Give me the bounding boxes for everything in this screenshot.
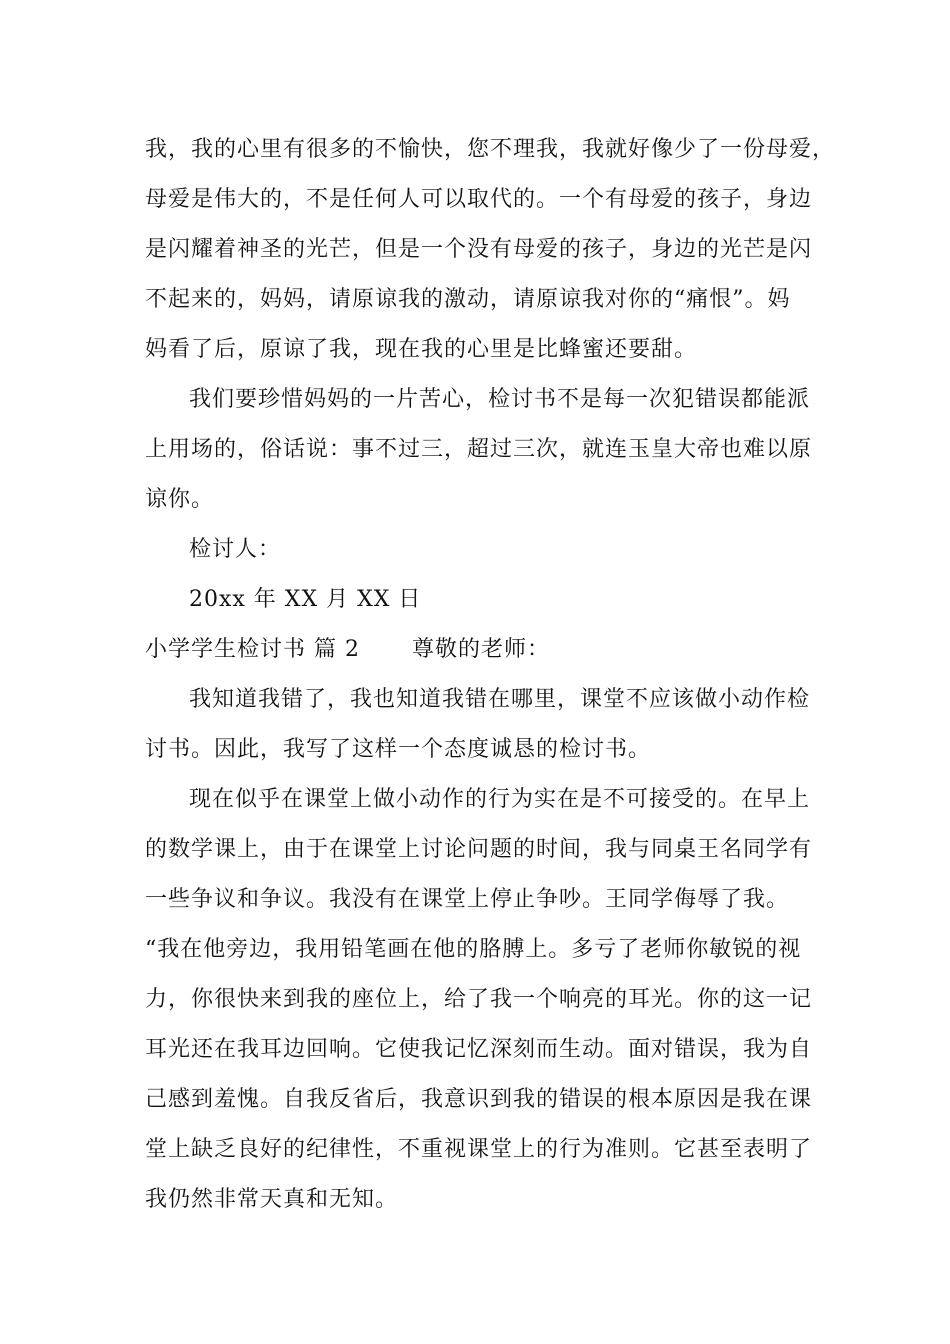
paragraph-line: “我在他旁边，我用铅笔画在他的胳膊上。多亏了老师你敏锐的视 [145, 937, 802, 962]
paragraph-line: 上用场的，俗话说：事不过三，超过三次，就连玉皇大帝也难以原 [145, 437, 813, 462]
paragraph-line: 是闪耀着神圣的光芒，但是一个没有母爱的孩子，身边的光芒是闪 [145, 237, 813, 262]
paragraph-line: 我仍然非常天真和无知。 [145, 1187, 399, 1212]
paragraph-line: 不起来的，妈妈，请原谅我的激动，请原谅我对你的“痛恨”。妈 [145, 287, 791, 312]
date-line: 20xx 年 XX 月 XX 日 [189, 587, 422, 612]
salutation: 尊敬的老师： [411, 637, 550, 662]
signature-label: 检讨人： [189, 537, 282, 562]
paragraph-line: 谅你。 [145, 487, 215, 512]
paragraph-line: 一些争议和争议。我没有在课堂上停止争吵。王同学侮辱了我。 [145, 887, 790, 912]
paragraph-line: 母爱是伟大的，不是任何人可以取代的。一个有母爱的孩子，身边 [145, 187, 813, 212]
paragraph-line: 现在似乎在课堂上做小动作的行为实在是不可接受的。在早上 [189, 787, 811, 812]
paragraph-line: 讨书。因此，我写了这样一个态度诚恳的检讨书。 [145, 737, 652, 762]
paragraph-line: 己感到羞愧。自我反省后，我意识到我的错误的根本原因是我在课 [145, 1087, 813, 1112]
paragraph-line: 堂上缺乏良好的纪律性，不重视课堂上的行为准则。它甚至表明了 [145, 1137, 813, 1162]
paragraph-line: 妈看了后，原谅了我，现在我的心里是比蜂蜜还要甜。 [145, 337, 698, 362]
paragraph-line: 的数学课上，由于在课堂上讨论问题的时间，我与同桌王名同学有 [145, 837, 813, 862]
paragraph-line: 力，你很快来到我的座位上，给了我一个响亮的耳光。你的这一记 [145, 987, 813, 1012]
section-heading-line [145, 635, 835, 665]
paragraph-line: 我们要珍惜妈妈的一片苦心，检讨书不是每一次犯错误都能派 [189, 387, 811, 412]
paragraph-line: 我，我的心里有很多的不愉快，您不理我，我就好像少了一份母爱， [145, 137, 836, 162]
paragraph-line: 我知道我错了，我也知道我错在哪里，课堂不应该做小动作检 [189, 687, 811, 712]
section-title: 小学学生检讨书 篇 2 [145, 637, 360, 662]
paragraph-line: 耳光还在我耳边回响。它使我记忆深刻而生动。面对错误，我为自 [145, 1037, 813, 1062]
